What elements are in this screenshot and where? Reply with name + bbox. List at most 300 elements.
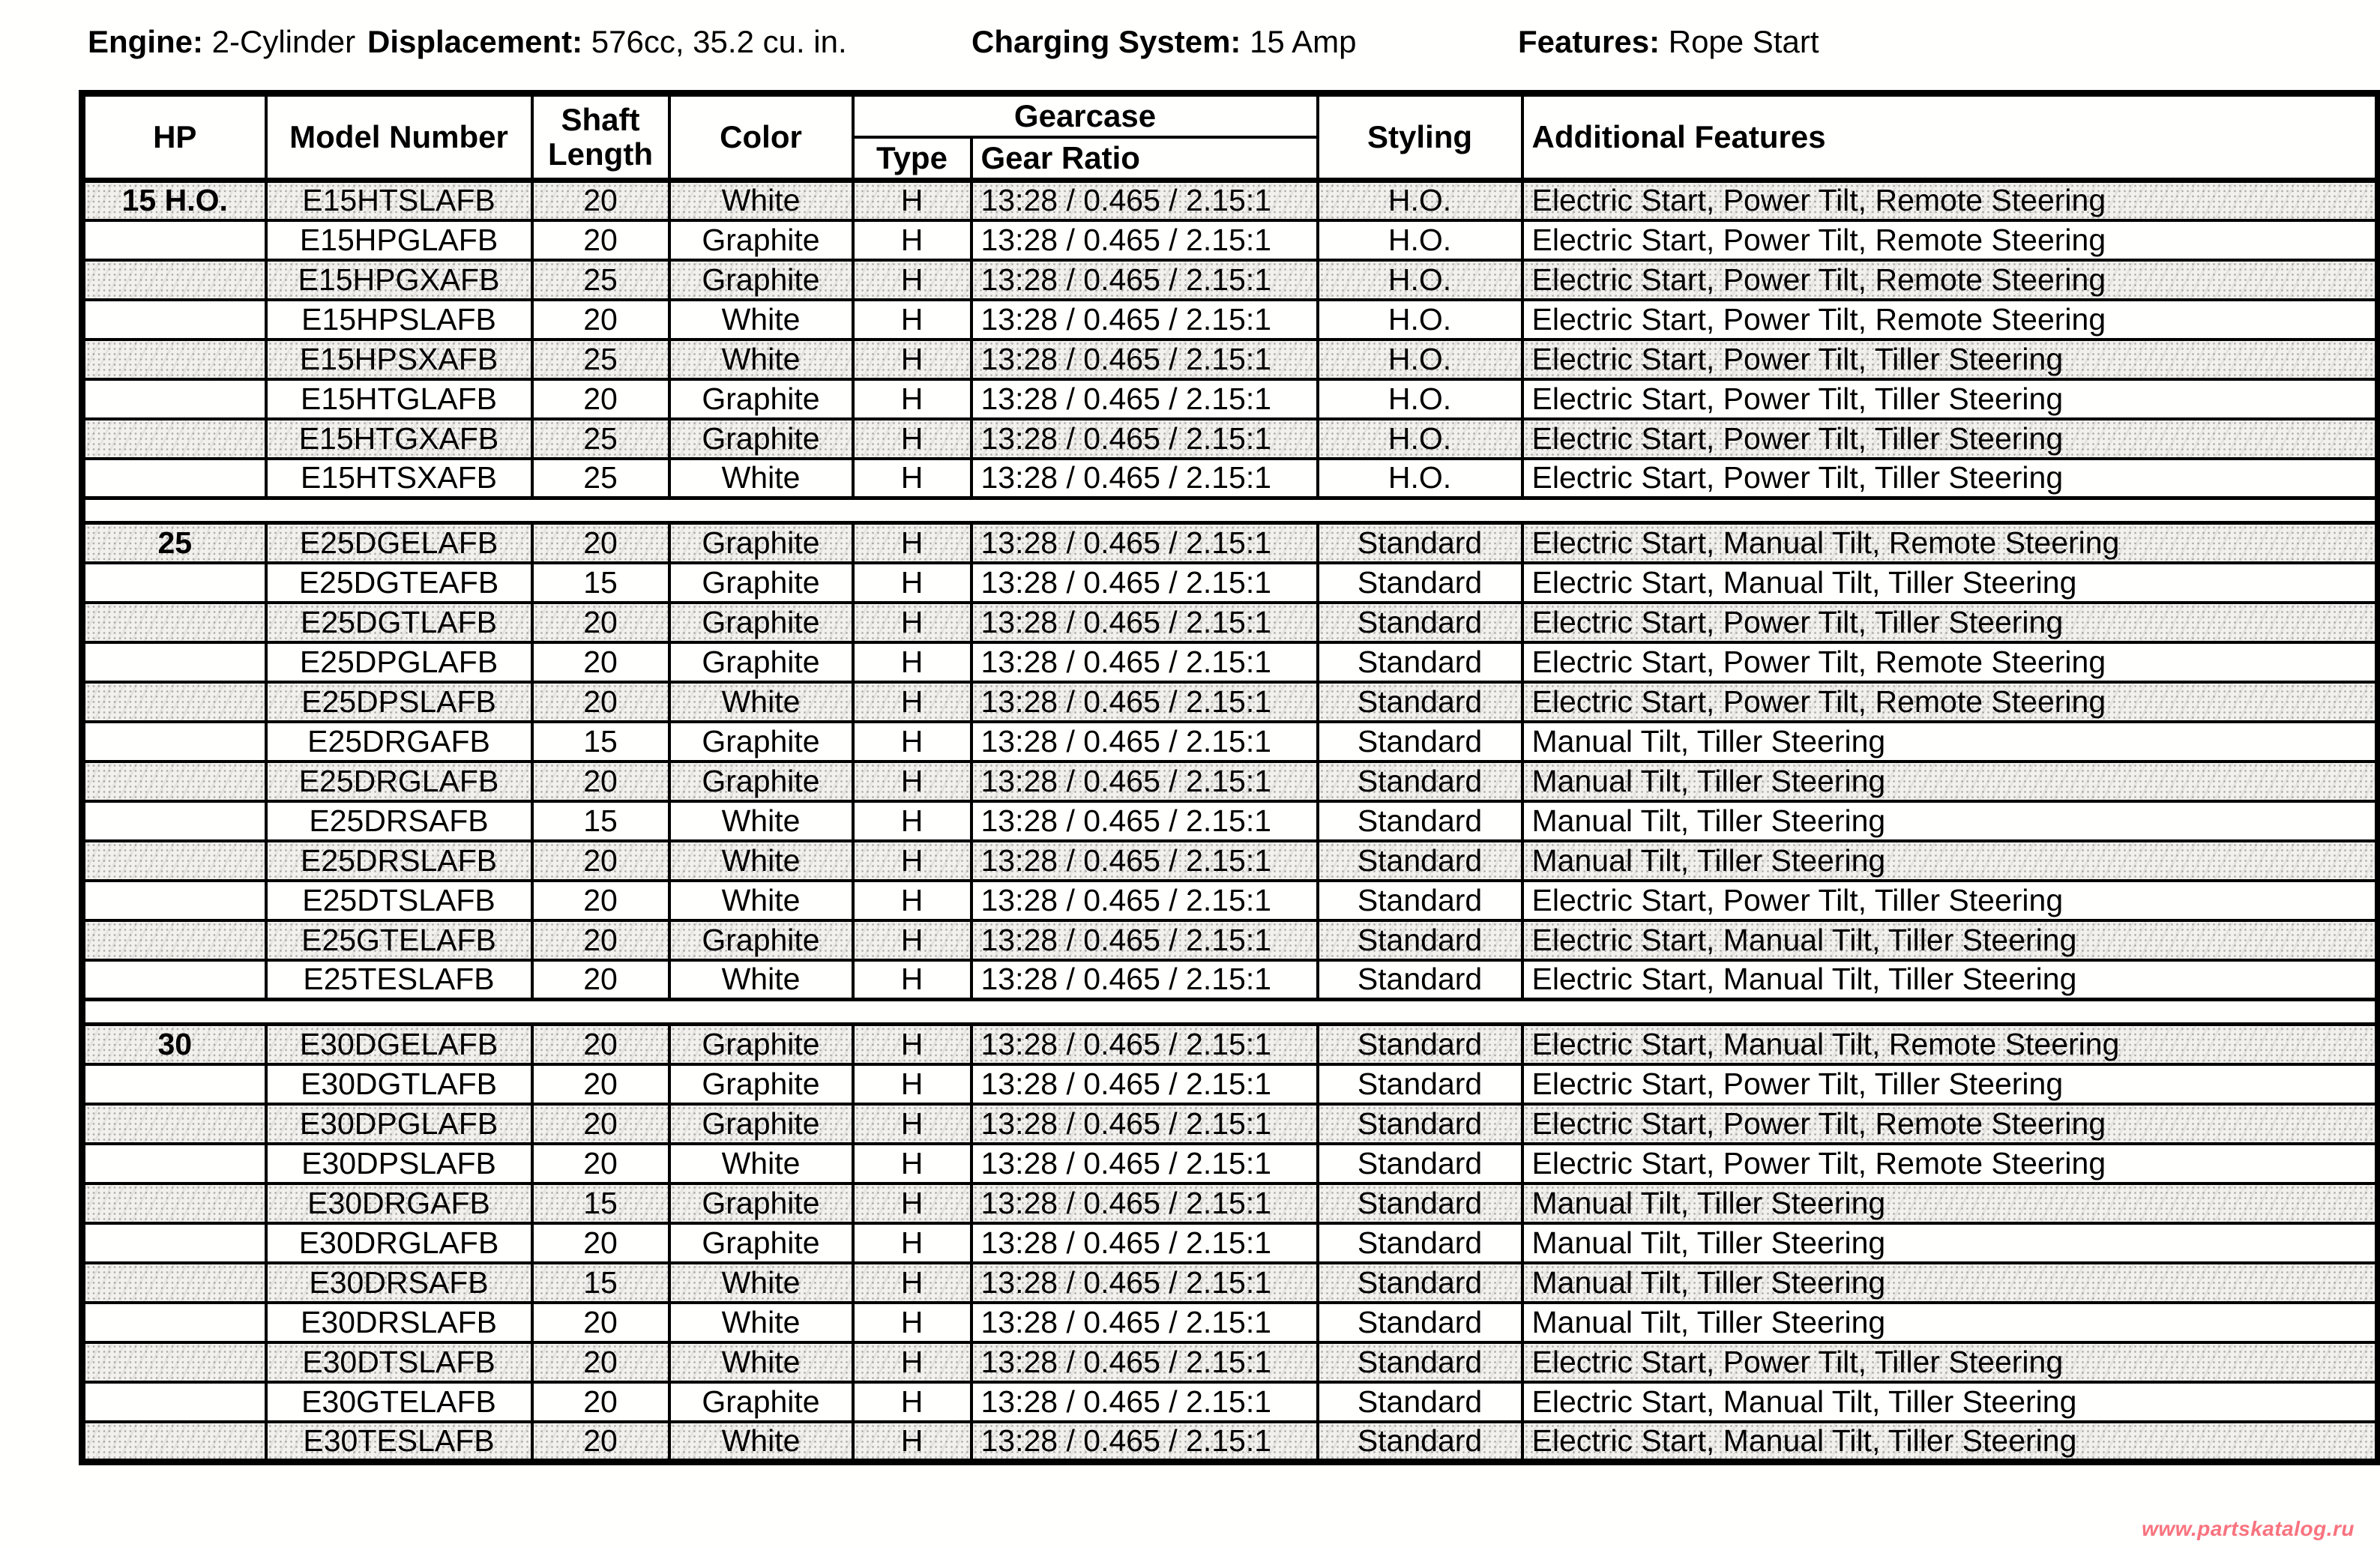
model-number-cell: E30GTELAFB xyxy=(266,1382,532,1422)
hp-cell xyxy=(82,1342,266,1382)
color-cell: Graphite xyxy=(669,1223,853,1263)
color-cell: White xyxy=(669,960,853,1000)
model-row xyxy=(82,220,2379,260)
model-row xyxy=(82,563,2379,603)
styling-cell: H.O. xyxy=(1318,459,1522,498)
shaft-length-cell: 15 xyxy=(532,722,669,762)
displacement-spec xyxy=(367,24,847,60)
model-number-cell: E15HPSLAFB xyxy=(266,300,532,340)
gear-ratio-cell: 13:28 / 0.465 / 2.15:1 xyxy=(971,300,1318,340)
shaft-length-cell: 20 xyxy=(532,1104,669,1144)
model-number-cell: E30DRSLAFB xyxy=(266,1303,532,1342)
gear-ratio-cell: 13:28 / 0.465 / 2.15:1 xyxy=(971,722,1318,762)
styling-cell: Standard xyxy=(1318,642,1522,682)
styling-cell: Standard xyxy=(1318,1342,1522,1382)
styling-cell: H.O. xyxy=(1318,340,1522,379)
model-number-cell: E25GTELAFB xyxy=(266,920,532,960)
styling-cell: Standard xyxy=(1318,722,1522,762)
model-row xyxy=(82,459,2379,498)
header-gearcase-type: Type xyxy=(853,137,971,181)
model-number-cell: E15HPGLAFB xyxy=(266,220,532,260)
additional-features-cell: Electric Start, Manual Tilt, Remote Steering xyxy=(1522,523,2379,563)
model-number-cell: E25DGELAFB xyxy=(266,523,532,563)
hp-cell xyxy=(82,682,266,722)
color-cell: Graphite xyxy=(669,1382,853,1422)
section-separator-row xyxy=(82,1000,2379,1025)
model-row xyxy=(82,722,2379,762)
model-row xyxy=(82,1104,2379,1144)
styling-cell: Standard xyxy=(1318,682,1522,722)
shaft-length-cell: 20 xyxy=(532,960,669,1000)
gear-ratio-cell: 13:28 / 0.465 / 2.15:1 xyxy=(971,642,1318,682)
gear-ratio-cell: 13:28 / 0.465 / 2.15:1 xyxy=(971,523,1318,563)
styling-cell: Standard xyxy=(1318,1303,1522,1342)
color-cell: White xyxy=(669,300,853,340)
gearcase-type-cell: H xyxy=(853,1223,971,1263)
section-separator-cell xyxy=(82,498,2379,523)
color-cell: Graphite xyxy=(669,920,853,960)
shaft-length-cell: 20 xyxy=(532,881,669,920)
shaft-length-cell: 20 xyxy=(532,642,669,682)
model-number-cell: E25DRGAFB xyxy=(266,722,532,762)
hp-cell xyxy=(82,1183,266,1223)
color-cell: White xyxy=(669,459,853,498)
shaft-length-cell: 20 xyxy=(532,682,669,722)
color-cell: Graphite xyxy=(669,220,853,260)
hp-cell xyxy=(82,881,266,920)
shaft-length-cell: 20 xyxy=(532,1342,669,1382)
additional-features-cell: Electric Start, Power Tilt, Remote Steering xyxy=(1522,642,2379,682)
header-hp: HP xyxy=(82,94,266,181)
gearcase-type-cell: H xyxy=(853,841,971,881)
styling-cell: Standard xyxy=(1318,563,1522,603)
model-row xyxy=(82,960,2379,1000)
gear-ratio-cell: 13:28 / 0.465 / 2.15:1 xyxy=(971,841,1318,881)
styling-cell: Standard xyxy=(1318,881,1522,920)
model-number-cell: E30DGELAFB xyxy=(266,1025,532,1064)
styling-cell: Standard xyxy=(1318,920,1522,960)
shaft-length-cell: 20 xyxy=(532,181,669,220)
model-row xyxy=(82,1183,2379,1223)
additional-features-cell: Electric Start, Power Tilt, Tiller Steering xyxy=(1522,419,2379,459)
model-number-cell: E30DPSLAFB xyxy=(266,1144,532,1183)
styling-cell: H.O. xyxy=(1318,300,1522,340)
section-separator-cell xyxy=(82,1000,2379,1025)
styling-cell: Standard xyxy=(1318,1183,1522,1223)
table-header xyxy=(82,94,2379,181)
gearcase-type-cell: H xyxy=(853,1303,971,1342)
section-separator-row xyxy=(82,498,2379,523)
model-row xyxy=(82,1144,2379,1183)
shaft-length-cell: 25 xyxy=(532,260,669,300)
gear-ratio-cell: 13:28 / 0.465 / 2.15:1 xyxy=(971,1064,1318,1104)
hp-cell xyxy=(82,260,266,300)
gearcase-type-cell: H xyxy=(853,459,971,498)
gear-ratio-cell: 13:28 / 0.465 / 2.15:1 xyxy=(971,1303,1318,1342)
additional-features-cell: Electric Start, Power Tilt, Remote Steering xyxy=(1522,181,2379,220)
additional-features-cell: Manual Tilt, Tiller Steering xyxy=(1522,1263,2379,1303)
gearcase-type-cell: H xyxy=(853,260,971,300)
shaft-length-cell: 20 xyxy=(532,841,669,881)
gear-ratio-cell: 13:28 / 0.465 / 2.15:1 xyxy=(971,1342,1318,1382)
shaft-length-cell: 20 xyxy=(532,300,669,340)
gearcase-type-cell: H xyxy=(853,881,971,920)
shaft-length-cell: 15 xyxy=(532,1263,669,1303)
hp-cell xyxy=(82,563,266,603)
additional-features-cell: Electric Start, Power Tilt, Tiller Steering xyxy=(1522,459,2379,498)
hp-cell xyxy=(82,1422,266,1462)
watermark: www.partskatalog.ru xyxy=(2142,1517,2355,1540)
gear-ratio-cell: 13:28 / 0.465 / 2.15:1 xyxy=(971,603,1318,642)
color-cell: Graphite xyxy=(669,379,853,419)
displacement-label: Displacement: xyxy=(367,24,583,59)
gear-ratio-cell: 13:28 / 0.465 / 2.15:1 xyxy=(971,920,1318,960)
hp-cell xyxy=(82,300,266,340)
gearcase-type-cell: H xyxy=(853,1183,971,1223)
gearcase-type-cell: H xyxy=(853,1104,971,1144)
gearcase-type-cell: H xyxy=(853,801,971,841)
gearcase-type-cell: H xyxy=(853,920,971,960)
color-cell: Graphite xyxy=(669,1025,853,1064)
gear-ratio-cell: 13:28 / 0.465 / 2.15:1 xyxy=(971,1025,1318,1064)
charging-system-label: Charging System: xyxy=(971,24,1241,59)
additional-features-cell: Electric Start, Manual Tilt, Tiller Steering xyxy=(1522,563,2379,603)
model-number-cell: E30DRGAFB xyxy=(266,1183,532,1223)
model-number-cell: E25TESLAFB xyxy=(266,960,532,1000)
model-row xyxy=(82,1382,2379,1422)
model-number-cell: E25DGTEAFB xyxy=(266,563,532,603)
model-row xyxy=(82,920,2379,960)
styling-cell: Standard xyxy=(1318,523,1522,563)
additional-features-cell: Electric Start, Manual Tilt, Remote Steering xyxy=(1522,1025,2379,1064)
styling-cell: H.O. xyxy=(1318,379,1522,419)
color-cell: Graphite xyxy=(669,563,853,603)
shaft-length-cell: 20 xyxy=(532,379,669,419)
additional-features-cell: Electric Start, Power Tilt, Tiller Steering xyxy=(1522,603,2379,642)
models-spec-table xyxy=(79,90,2380,1465)
additional-features-cell: Electric Start, Power Tilt, Tiller Steering xyxy=(1522,1342,2379,1382)
additional-features-cell: Electric Start, Power Tilt, Remote Steering xyxy=(1522,682,2379,722)
styling-cell: Standard xyxy=(1318,1422,1522,1462)
hp-cell xyxy=(82,920,266,960)
model-number-cell: E30DGTLAFB xyxy=(266,1064,532,1104)
additional-features-cell: Electric Start, Manual Tilt, Tiller Steering xyxy=(1522,1382,2379,1422)
styling-cell: Standard xyxy=(1318,1263,1522,1303)
model-row xyxy=(82,1342,2379,1382)
color-cell: White xyxy=(669,841,853,881)
hp-cell xyxy=(82,722,266,762)
styling-cell: Standard xyxy=(1318,603,1522,642)
gearcase-type-cell: H xyxy=(853,603,971,642)
additional-features-cell: Electric Start, Power Tilt, Remote Steering xyxy=(1522,260,2379,300)
color-cell: Graphite xyxy=(669,1104,853,1144)
gearcase-type-cell: H xyxy=(853,1064,971,1104)
model-row xyxy=(82,1263,2379,1303)
gear-ratio-cell: 13:28 / 0.465 / 2.15:1 xyxy=(971,419,1318,459)
model-row xyxy=(82,523,2379,563)
gearcase-type-cell: H xyxy=(853,1025,971,1064)
shaft-length-cell: 20 xyxy=(532,1223,669,1263)
table-body xyxy=(82,181,2379,1462)
model-row xyxy=(82,603,2379,642)
hp-cell xyxy=(82,1263,266,1303)
gearcase-type-cell: H xyxy=(853,379,971,419)
model-row xyxy=(82,1303,2379,1342)
additional-features-cell: Electric Start, Power Tilt, Remote Steering xyxy=(1522,1144,2379,1183)
styling-cell: Standard xyxy=(1318,1144,1522,1183)
color-cell: White xyxy=(669,1422,853,1462)
model-row xyxy=(82,260,2379,300)
header-gear-ratio: Gear Ratio xyxy=(971,137,1318,181)
styling-cell: Standard xyxy=(1318,1104,1522,1144)
additional-features-cell: Electric Start, Manual Tilt, Tiller Steering xyxy=(1522,920,2379,960)
additional-features-cell: Manual Tilt, Tiller Steering xyxy=(1522,841,2379,881)
header-gearcase: Gearcase xyxy=(853,94,1318,137)
shaft-length-cell: 20 xyxy=(532,1422,669,1462)
features-label: Features: xyxy=(1518,24,1660,59)
hp-cell xyxy=(82,841,266,881)
gearcase-type-cell: H xyxy=(853,340,971,379)
shaft-length-cell: 20 xyxy=(532,1064,669,1104)
gear-ratio-cell: 13:28 / 0.465 / 2.15:1 xyxy=(971,379,1318,419)
gear-ratio-cell: 13:28 / 0.465 / 2.15:1 xyxy=(971,1183,1318,1223)
model-row xyxy=(82,642,2379,682)
styling-cell: H.O. xyxy=(1318,220,1522,260)
shaft-length-cell: 20 xyxy=(532,220,669,260)
engine-specs-line xyxy=(0,24,2380,64)
color-cell: Graphite xyxy=(669,1064,853,1104)
model-row xyxy=(82,841,2379,881)
color-cell: Graphite xyxy=(669,722,853,762)
shaft-length-cell: 25 xyxy=(532,419,669,459)
gear-ratio-cell: 13:28 / 0.465 / 2.15:1 xyxy=(971,181,1318,220)
model-number-cell: E30DRSAFB xyxy=(266,1263,532,1303)
gear-ratio-cell: 13:28 / 0.465 / 2.15:1 xyxy=(971,1223,1318,1263)
gearcase-type-cell: H xyxy=(853,1144,971,1183)
hp-cell xyxy=(82,459,266,498)
model-number-cell: E15HPGXAFB xyxy=(266,260,532,300)
model-number-cell: E15HTGLAFB xyxy=(266,379,532,419)
gear-ratio-cell: 13:28 / 0.465 / 2.15:1 xyxy=(971,1104,1318,1144)
additional-features-cell: Manual Tilt, Tiller Steering xyxy=(1522,1183,2379,1223)
model-number-cell: E30DRGLAFB xyxy=(266,1223,532,1263)
hp-cell: 15 H.O. xyxy=(82,181,266,220)
additional-features-cell: Electric Start, Power Tilt, Tiller Steering xyxy=(1522,340,2379,379)
color-cell: Graphite xyxy=(669,419,853,459)
gear-ratio-cell: 13:28 / 0.465 / 2.15:1 xyxy=(971,1382,1318,1422)
gearcase-type-cell: H xyxy=(853,642,971,682)
model-number-cell: E15HPSXAFB xyxy=(266,340,532,379)
color-cell: White xyxy=(669,1342,853,1382)
shaft-length-cell: 20 xyxy=(532,1025,669,1064)
styling-cell: Standard xyxy=(1318,960,1522,1000)
gearcase-type-cell: H xyxy=(853,220,971,260)
model-number-cell: E30DTSLAFB xyxy=(266,1342,532,1382)
gear-ratio-cell: 13:28 / 0.465 / 2.15:1 xyxy=(971,1263,1318,1303)
styling-cell: Standard xyxy=(1318,1382,1522,1422)
engine-label: Engine: xyxy=(88,24,203,59)
color-cell: White xyxy=(669,801,853,841)
shaft-length-cell: 15 xyxy=(532,801,669,841)
gear-ratio-cell: 13:28 / 0.465 / 2.15:1 xyxy=(971,1422,1318,1462)
model-row xyxy=(82,881,2379,920)
color-cell: Graphite xyxy=(669,260,853,300)
hp-cell xyxy=(82,1303,266,1342)
engine-spec xyxy=(88,24,355,60)
styling-cell: H.O. xyxy=(1318,419,1522,459)
gearcase-type-cell: H xyxy=(853,682,971,722)
model-row xyxy=(82,419,2379,459)
hp-cell xyxy=(82,1223,266,1263)
displacement-value: 576cc, 35.2 cu. in. xyxy=(591,24,847,59)
gear-ratio-cell: 13:28 / 0.465 / 2.15:1 xyxy=(971,801,1318,841)
color-cell: White xyxy=(669,1144,853,1183)
model-number-cell: E15HTGXAFB xyxy=(266,419,532,459)
additional-features-cell: Electric Start, Power Tilt, Remote Steering xyxy=(1522,1104,2379,1144)
shaft-length-cell: 20 xyxy=(532,762,669,801)
styling-cell: H.O. xyxy=(1318,260,1522,300)
gearcase-type-cell: H xyxy=(853,523,971,563)
color-cell: Graphite xyxy=(669,762,853,801)
color-cell: White xyxy=(669,881,853,920)
hp-cell xyxy=(82,960,266,1000)
hp-cell xyxy=(82,642,266,682)
hp-cell xyxy=(82,1382,266,1422)
styling-cell: Standard xyxy=(1318,1025,1522,1064)
model-number-cell: E25DGTLAFB xyxy=(266,603,532,642)
hp-cell xyxy=(82,340,266,379)
color-cell: Graphite xyxy=(669,642,853,682)
header-model-number: Model Number xyxy=(266,94,532,181)
shaft-length-cell: 15 xyxy=(532,1183,669,1223)
additional-features-cell: Manual Tilt, Tiller Steering xyxy=(1522,1223,2379,1263)
gearcase-type-cell: H xyxy=(853,300,971,340)
color-cell: White xyxy=(669,1263,853,1303)
color-cell: Graphite xyxy=(669,1183,853,1223)
color-cell: White xyxy=(669,682,853,722)
hp-cell xyxy=(82,762,266,801)
shaft-length-cell: 20 xyxy=(532,523,669,563)
additional-features-cell: Electric Start, Power Tilt, Tiller Steering xyxy=(1522,1064,2379,1104)
gear-ratio-cell: 13:28 / 0.465 / 2.15:1 xyxy=(971,459,1318,498)
additional-features-cell: Electric Start, Power Tilt, Tiller Steering xyxy=(1522,379,2379,419)
model-number-cell: E25DPGLAFB xyxy=(266,642,532,682)
gearcase-type-cell: H xyxy=(853,1422,971,1462)
gearcase-type-cell: H xyxy=(853,762,971,801)
shaft-length-cell: 20 xyxy=(532,1144,669,1183)
charging-system-value: 15 Amp xyxy=(1250,24,1357,59)
model-number-cell: E30TESLAFB xyxy=(266,1422,532,1462)
hp-cell xyxy=(82,220,266,260)
gearcase-type-cell: H xyxy=(853,722,971,762)
color-cell: Graphite xyxy=(669,603,853,642)
gearcase-type-cell: H xyxy=(853,1263,971,1303)
model-number-cell: E25DRSLAFB xyxy=(266,841,532,881)
color-cell: White xyxy=(669,181,853,220)
header-shaft-length: Shaft Length xyxy=(532,94,669,181)
model-row xyxy=(82,682,2379,722)
styling-cell: Standard xyxy=(1318,1064,1522,1104)
model-row xyxy=(82,340,2379,379)
shaft-length-cell: 20 xyxy=(532,1303,669,1342)
shaft-length-cell: 25 xyxy=(532,340,669,379)
model-row xyxy=(82,801,2379,841)
hp-cell xyxy=(82,1064,266,1104)
shaft-length-cell: 15 xyxy=(532,563,669,603)
gearcase-type-cell: H xyxy=(853,419,971,459)
model-row xyxy=(82,1422,2379,1462)
additional-features-cell: Electric Start, Manual Tilt, Tiller Steering xyxy=(1522,1422,2379,1462)
model-number-cell: E25DTSLAFB xyxy=(266,881,532,920)
gear-ratio-cell: 13:28 / 0.465 / 2.15:1 xyxy=(971,260,1318,300)
model-row xyxy=(82,181,2379,220)
hp-cell xyxy=(82,801,266,841)
gear-ratio-cell: 13:28 / 0.465 / 2.15:1 xyxy=(971,1144,1318,1183)
model-number-cell: E25DRGLAFB xyxy=(266,762,532,801)
additional-features-cell: Manual Tilt, Tiller Steering xyxy=(1522,722,2379,762)
gear-ratio-cell: 13:28 / 0.465 / 2.15:1 xyxy=(971,762,1318,801)
hp-cell xyxy=(82,379,266,419)
header-color: Color xyxy=(669,94,853,181)
model-row xyxy=(82,1223,2379,1263)
model-row xyxy=(82,762,2379,801)
additional-features-cell: Electric Start, Power Tilt, Remote Steering xyxy=(1522,300,2379,340)
shaft-length-cell: 20 xyxy=(532,920,669,960)
styling-cell: Standard xyxy=(1318,801,1522,841)
styling-cell: H.O. xyxy=(1318,181,1522,220)
header-styling: Styling xyxy=(1318,94,1522,181)
additional-features-cell: Electric Start, Power Tilt, Remote Steering xyxy=(1522,220,2379,260)
color-cell: White xyxy=(669,340,853,379)
model-row xyxy=(82,300,2379,340)
model-number-cell: E25DPSLAFB xyxy=(266,682,532,722)
gearcase-type-cell: H xyxy=(853,563,971,603)
color-cell: Graphite xyxy=(669,523,853,563)
styling-cell: Standard xyxy=(1318,841,1522,881)
hp-cell xyxy=(82,603,266,642)
gearcase-type-cell: H xyxy=(853,181,971,220)
shaft-length-cell: 20 xyxy=(532,1382,669,1422)
shaft-length-cell: 25 xyxy=(532,459,669,498)
engine-value: 2-Cylinder xyxy=(211,24,356,59)
features-spec xyxy=(1518,24,1819,60)
hp-cell xyxy=(82,419,266,459)
gear-ratio-cell: 13:28 / 0.465 / 2.15:1 xyxy=(971,340,1318,379)
model-row xyxy=(82,1025,2379,1064)
additional-features-cell: Manual Tilt, Tiller Steering xyxy=(1522,762,2379,801)
model-row xyxy=(82,1064,2379,1104)
additional-features-cell: Electric Start, Manual Tilt, Tiller Steering xyxy=(1522,960,2379,1000)
additional-features-cell: Manual Tilt, Tiller Steering xyxy=(1522,1303,2379,1342)
gear-ratio-cell: 13:28 / 0.465 / 2.15:1 xyxy=(971,881,1318,920)
gear-ratio-cell: 13:28 / 0.465 / 2.15:1 xyxy=(971,960,1318,1000)
model-number-cell: E15HTSLAFB xyxy=(266,181,532,220)
hp-cell xyxy=(82,1144,266,1183)
model-row xyxy=(82,379,2379,419)
features-value: Rope Start xyxy=(1668,24,1819,59)
shaft-length-cell: 20 xyxy=(532,603,669,642)
gearcase-type-cell: H xyxy=(853,960,971,1000)
hp-cell: 30 xyxy=(82,1025,266,1064)
hp-cell xyxy=(82,1104,266,1144)
styling-cell: Standard xyxy=(1318,1223,1522,1263)
model-number-cell: E30DPGLAFB xyxy=(266,1104,532,1144)
gear-ratio-cell: 13:28 / 0.465 / 2.15:1 xyxy=(971,220,1318,260)
gearcase-type-cell: H xyxy=(853,1382,971,1422)
color-cell: White xyxy=(669,1303,853,1342)
model-number-cell: E15HTSXAFB xyxy=(266,459,532,498)
gear-ratio-cell: 13:28 / 0.465 / 2.15:1 xyxy=(971,563,1318,603)
